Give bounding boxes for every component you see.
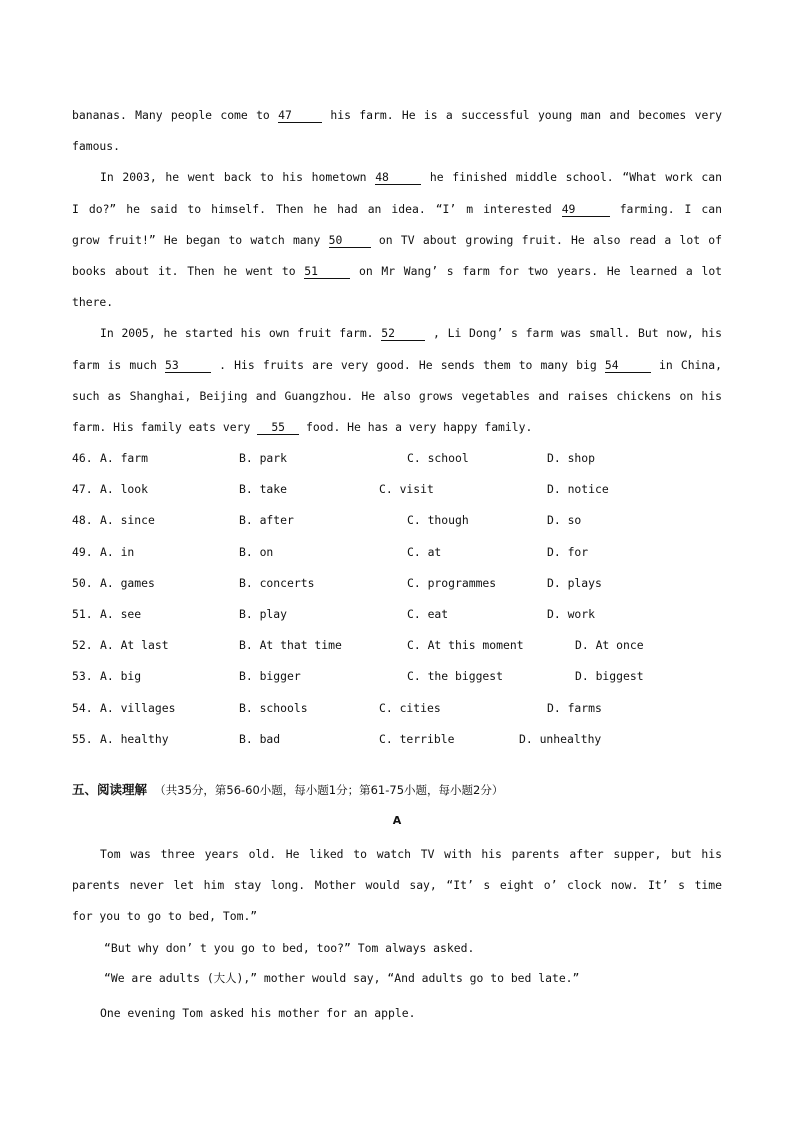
- passage-line: [72, 162, 722, 193]
- passage-line: [72, 287, 722, 318]
- blank-49: 49: [562, 202, 610, 217]
- option-d: D. so: [547, 513, 582, 528]
- option-row: [72, 630, 722, 661]
- blank-50: 50: [329, 233, 371, 248]
- passage-line: [72, 131, 722, 162]
- option-d: D. for: [547, 544, 589, 559]
- option-b: B. park: [239, 451, 288, 466]
- passage-text: his farm. He is a successful young man and becomes very: [330, 108, 722, 122]
- passage-text: farm. His family eats very: [72, 419, 251, 434]
- section-heading: [72, 777, 722, 803]
- option-b: B. At that time: [239, 638, 342, 653]
- question-number: 46.: [72, 451, 93, 466]
- passage-text: there.: [72, 295, 114, 310]
- passage-text: farming. I can: [619, 201, 722, 216]
- option-row: [72, 505, 722, 536]
- passage-text: farm is much: [72, 357, 157, 372]
- passage-line: [72, 350, 722, 381]
- passage-line: [72, 100, 722, 131]
- option-c: C. cities: [379, 700, 441, 715]
- option-a: A. in: [100, 544, 135, 559]
- option-c: C. At this moment: [407, 638, 524, 653]
- option-row: [72, 599, 722, 630]
- option-a: A. farm: [100, 451, 149, 466]
- option-c: C. the biggest: [407, 669, 504, 684]
- option-b: B. bigger: [239, 669, 301, 684]
- blank-51: 51: [304, 264, 350, 279]
- option-a: A. see: [100, 607, 142, 621]
- question-number: 47.: [72, 482, 93, 497]
- passage-text: bananas. Many people come to: [72, 108, 270, 122]
- option-d: D. biggest: [575, 669, 644, 684]
- passage-text: on Mr Wang’ s farm for two years. He learned a lot: [359, 263, 722, 278]
- reading-line: “We are adults (大人),” mother would say, “And adults go to bed late.”: [104, 970, 580, 985]
- option-d: D. shop: [547, 451, 596, 466]
- option-row: [72, 537, 722, 568]
- exam-page: [72, 100, 722, 1029]
- option-a: A. villages: [100, 700, 176, 715]
- option-b: B. concerts: [239, 575, 315, 590]
- option-d: D. notice: [547, 482, 609, 497]
- option-a: A. games: [100, 575, 155, 590]
- passage-text: . His fruits are very good. He sends them to many big: [219, 357, 597, 372]
- reading-line: for you to go to bed, Tom.”: [72, 909, 258, 924]
- passage-text: , Li Dong’ s farm was small. But now, his: [433, 326, 722, 341]
- option-row: [72, 568, 722, 599]
- passage-text: on TV about growing fruit. He also read a lot of: [378, 232, 722, 247]
- question-number: 53.: [72, 669, 93, 684]
- passage-line: [72, 318, 722, 349]
- passage-line: [72, 194, 722, 225]
- option-a: A. healthy: [100, 731, 169, 746]
- passage-text: such as Shanghai, Beijing and Guangzhou. He also grows vegetables and raises chickens on his: [72, 388, 722, 403]
- question-number: 54.: [72, 700, 93, 715]
- option-a: A. big: [100, 669, 142, 684]
- option-b: B. on: [239, 544, 274, 559]
- passage-line: [72, 381, 722, 412]
- blank-53: 53: [165, 358, 211, 373]
- passage-text: famous.: [72, 139, 121, 154]
- option-row: [72, 474, 722, 505]
- option-b: B. after: [239, 513, 294, 528]
- option-d: D. work: [547, 607, 596, 621]
- passage-text: in China,: [658, 357, 722, 372]
- options-list: [72, 443, 722, 755]
- option-d: D. farms: [547, 700, 602, 715]
- passage-text: I do?” he said to himself. Then he had an idea. “I’ m interested: [72, 201, 552, 216]
- passage-text: grow fruit!” He began to watch many: [72, 232, 321, 247]
- option-d: D. plays: [547, 575, 602, 590]
- blank-54: 54: [605, 358, 651, 373]
- question-number: 49.: [72, 544, 93, 559]
- blank-52: 52: [381, 326, 425, 341]
- option-c: C. terrible: [379, 731, 455, 746]
- passage-text: food. He has a very happy family.: [306, 419, 533, 434]
- question-number: 55.: [72, 731, 93, 746]
- option-a: A. At last: [100, 638, 169, 653]
- option-d: D. At once: [575, 638, 644, 653]
- option-b: B. schools: [239, 700, 308, 715]
- section-subtitle: （共35分，第56-60小题，每小题1分；第61-75小题，每小题2分）: [154, 782, 504, 797]
- reading-line: Tom was three years old. He liked to watch TV with his parents after supper, but his: [100, 846, 722, 861]
- question-number: 52.: [72, 638, 93, 653]
- option-d: D. unhealthy: [519, 731, 602, 746]
- option-b: B. play: [239, 607, 288, 621]
- option-row: [72, 443, 722, 474]
- reading-line: “But why don’ t you go to bed, too?” Tom always asked.: [104, 940, 475, 955]
- option-a: A. look: [100, 482, 149, 497]
- reading-line: parents never let him stay long. Mother would say, “It’ s eight o’ clock now. It’ s time: [72, 878, 722, 893]
- passage-line: [72, 225, 722, 256]
- option-c: C. school: [407, 451, 469, 466]
- option-row: [72, 724, 722, 755]
- option-c: C. at: [407, 544, 442, 559]
- option-row: [72, 693, 722, 724]
- question-number: 50.: [72, 575, 93, 590]
- question-number: 51.: [72, 607, 93, 621]
- reading-line: One evening Tom asked his mother for an apple.: [100, 1005, 416, 1020]
- option-b: B. take: [239, 482, 288, 497]
- blank-48: 48: [375, 170, 421, 185]
- passage-text: In 2003, he went back to his hometown: [100, 170, 367, 185]
- passage-label: A: [392, 813, 402, 827]
- passage-line: [72, 412, 722, 443]
- option-a: A. since: [100, 513, 155, 528]
- option-c: C. visit: [379, 482, 434, 497]
- option-b: B. bad: [239, 731, 281, 746]
- blank-55: 55: [257, 420, 299, 435]
- question-number: 48.: [72, 513, 93, 528]
- passage-text: books about it. Then he went to: [72, 263, 296, 278]
- passage-text: In 2005, he started his own fruit farm.: [100, 326, 374, 341]
- section-title: 五、阅读理解: [72, 781, 148, 797]
- option-c: C. programmes: [407, 575, 497, 590]
- blank-47: 47: [278, 108, 322, 123]
- passage-line: [72, 256, 722, 287]
- option-c: C. though: [407, 513, 469, 528]
- passage-text: he finished middle school. “What work can: [429, 170, 722, 185]
- option-row: [72, 661, 722, 692]
- option-c: C. eat: [407, 607, 449, 621]
